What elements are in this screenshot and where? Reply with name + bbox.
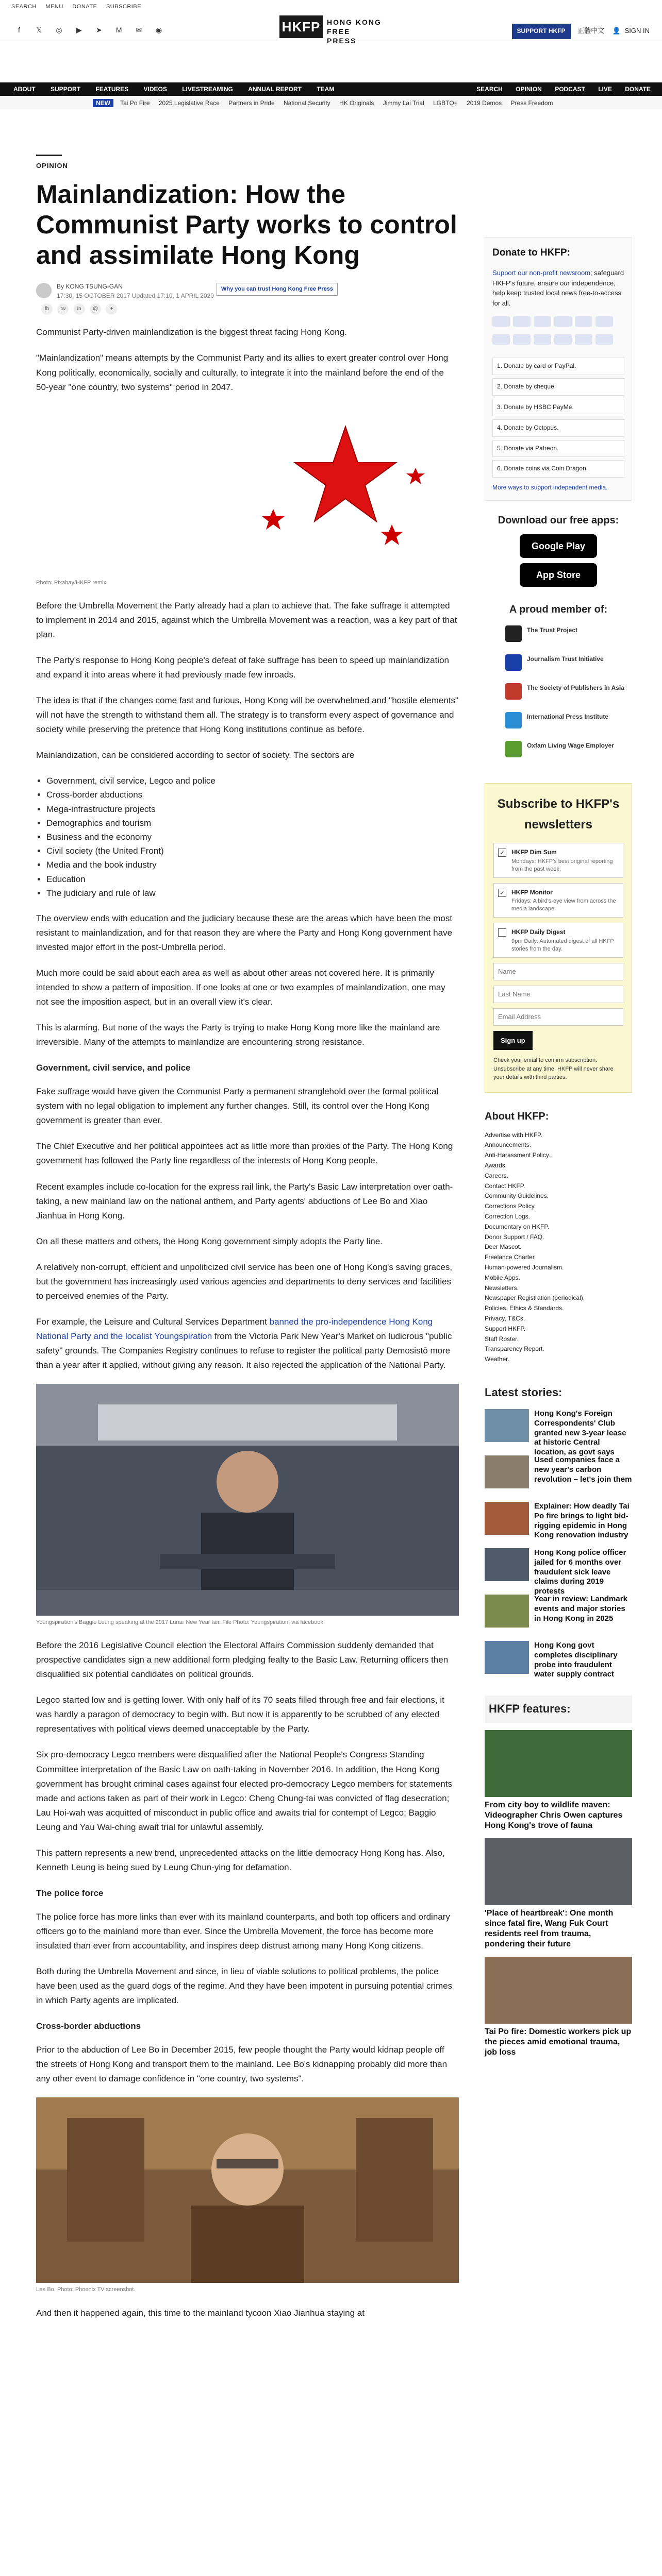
email-input[interactable] <box>493 1008 623 1026</box>
hot-topic[interactable]: Tai Po Fire <box>120 99 150 107</box>
article-image <box>36 1384 459 1616</box>
about-link[interactable]: Correction Logs. <box>485 1212 531 1220</box>
list-item: • The judiciary and rule of law <box>46 886 459 900</box>
partner-logo[interactable] <box>505 652 632 676</box>
linkedin-share-icon[interactable]: in <box>74 303 85 315</box>
newsletter-desc: Mondays: HKFP's best original reporting from the past week. <box>511 858 613 872</box>
latest-story[interactable] <box>485 1502 632 1541</box>
paragraph: The police force has more links than ever with its mainland counterparts, and both top officers and ordinary officers go to the mainland more than ever. Since the Umbrella Movement, the force has become more insulated than ever from accountability, and inspires deep distrust among many Hong Kong citizens. <box>36 1911 450 1951</box>
story-title[interactable]: Explainer: How deadly Tai Po fire brings to light bid-rigging epidemic in Hong Kong renovation industry <box>534 1502 630 1540</box>
story-thumbnail[interactable] <box>485 1455 529 1488</box>
about-title: About HKFP: <box>485 1110 549 1122</box>
about-link[interactable]: Weather. <box>485 1355 509 1363</box>
story-thumbnail[interactable] <box>485 1548 529 1581</box>
jti-icon <box>505 654 522 671</box>
list-item: • Media and the book industry <box>46 858 459 872</box>
payment-icons <box>492 316 624 352</box>
sector-list <box>46 774 459 900</box>
latest-story[interactable] <box>485 1455 632 1495</box>
about-link[interactable]: Awards. <box>485 1161 507 1169</box>
story-title[interactable]: Year in review: Landmark events and major stories in Hong Kong in 2025 <box>534 1595 627 1623</box>
section-heading: Cross-border abductions <box>36 2021 141 2031</box>
language-link[interactable]: 正體中文 <box>577 27 605 35</box>
member-section <box>485 601 632 762</box>
hero-illustration <box>36 406 459 576</box>
list-item: • Mega-infrastructure projects <box>46 802 459 816</box>
story-thumbnail[interactable] <box>485 1409 529 1442</box>
image-caption: Lee Bo. Photo: Phoenix TV screenshot. <box>36 2286 136 2293</box>
nav-right <box>476 82 662 96</box>
nav-item-live[interactable]: LIVE <box>598 86 612 93</box>
about-link[interactable]: Advertise with HKFP. <box>485 1131 542 1139</box>
list-item: • Civil society (the United Front) <box>46 844 459 858</box>
google-play-button[interactable]: Google Play <box>520 534 597 558</box>
section-rule <box>36 155 62 156</box>
hot-topic[interactable]: 2019 Demos <box>467 99 502 107</box>
paragraph: Legco started low and is getting lower. With only half of its 70 seats filled through free and fair elections, it was hardly a paragon of democracy to begin with. But now it is apparently to be scrubbed of any elected representatives with political views deemed unacceptable by the Party. <box>36 1695 444 1734</box>
youtube-icon[interactable]: ▶ <box>76 26 82 34</box>
twitter-share-icon[interactable]: tw <box>57 303 69 315</box>
paragraph: This is alarming. But none of the ways the Party is trying to make Hong Kong more like the mainland are irreversible. Many of the attempts to mainlandize are encountering strong resistance. <box>36 1023 440 1047</box>
share-icons <box>41 303 120 315</box>
paragraph: The Chief Executive and her political appointees act as little more than proxies of the Party. The Hong Kong government has followed the Party line regardless of the interests of Hong Kong people. <box>36 1141 453 1166</box>
paragraph: Recent examples include co-location for the express rail link, the Party's Basic Law interpretation over oath-taking, a new mainland law on the national anthem, and Party agents' abductions of Lee Bo and Xiao Jianhua in Hong Kong. <box>36 1181 453 1221</box>
about-link[interactable]: Human-powered Journalism. <box>485 1263 564 1271</box>
paragraph: And then it happened again, this time to the mainland tycoon Xiao Jianhua staying at <box>36 2308 365 2318</box>
payme-icon <box>513 334 531 345</box>
checkbox-icon[interactable] <box>498 928 506 937</box>
about-link[interactable]: Newspaper Registration (periodical). <box>485 1294 585 1302</box>
paragraph: Both during the Umbrella Movement and since, in lieu of viable solutions to political problems, the police have been used as the guard dogs of the regime. And they have been impotent in pursuing potential crimes in which Party agents are implicated. <box>36 1967 453 2006</box>
speaker-photo <box>36 1384 459 1616</box>
about-link[interactable]: Privacy, T&Cs. <box>485 1314 525 1322</box>
signin-link[interactable]: SIGN IN <box>624 27 650 35</box>
nav-item-features[interactable]: FEATURES <box>95 86 129 93</box>
features-section <box>485 1696 632 2057</box>
newsletter-box <box>485 783 632 1093</box>
story-thumbnail[interactable] <box>485 1502 529 1535</box>
text-run: For example, the Leisure and Cultural Services Department <box>36 1316 270 1327</box>
feature-title[interactable]: 'Place of heartbreak': One month since fatal fire, Wang Fuk Court residents reel from trauma, pondering their future <box>485 1908 614 1948</box>
donate-link[interactable]: Support our non-profit newsroom <box>492 269 591 277</box>
facebook-share-icon[interactable]: fb <box>41 303 53 315</box>
logo-words <box>327 18 383 45</box>
about-link[interactable]: Corrections Policy. <box>485 1202 536 1210</box>
section-heading: The police force <box>36 1888 104 1898</box>
main-nav <box>0 82 662 96</box>
partner-logo[interactable] <box>505 739 632 762</box>
newsletter-option[interactable] <box>493 923 623 957</box>
logo-line-1: HONG KONG <box>327 18 382 26</box>
text-run: from the Victoria Park New Year's Market on ludicrous "public safety" grounds. The Companies Registry continues to refuse to register the political party Demosistō more than a year after it applied, without giving any reason. It also rejected the application of the National Party. <box>36 1331 452 1370</box>
hot-topics-bar <box>0 97 662 109</box>
top-links <box>11 2 148 11</box>
list-item: • Cross-border abductions <box>46 788 459 802</box>
visa-icon <box>513 316 531 327</box>
about-link[interactable]: Announcements. <box>485 1141 532 1149</box>
story-title[interactable]: Hong Kong's Foreign Correspondents' Club granted new 3-year lease at historic Central location, as govt says <box>534 1409 626 1457</box>
paragraph: Much more could be said about each area as well as about other areas not covered here. It is primarily intended to show a pattern of imposition. If one looks at one or two examples of mainlandization, one may not see the imposition aspect, but in an overall view it's clear. <box>36 968 445 1007</box>
logo-mark: HKFP <box>279 15 323 38</box>
author-avatar[interactable] <box>36 283 52 298</box>
checkbox-checked-icon[interactable]: ✓ <box>498 889 506 897</box>
paragraph: The Party's response to Hong Kong people's defeat of fake suffrage has been to speed up mainlandization and expand it into areas where it had previously made few inroads. <box>36 655 449 680</box>
oxfam-icon <box>505 741 522 757</box>
latest-story[interactable] <box>485 1548 632 1596</box>
coin-icon <box>595 334 613 345</box>
paragraph: This pattern represents a new trend, unprecedented attacks on the little democracy Hong Kong has. Also, Kenneth Leung is being sued by Leung Chun-ying for defamation. <box>36 1848 445 1872</box>
paragraph: Mainlandization, can be considered according to sector of society. The sectors are <box>36 750 355 760</box>
feature-story[interactable] <box>485 1838 632 1950</box>
feature-story[interactable] <box>485 1957 632 2058</box>
rss-icon[interactable]: ◉ <box>156 26 162 34</box>
newsletter-desc: Fridays: A bird's-eye view from across the media landscape. <box>511 898 616 912</box>
patreon-icon <box>534 334 551 345</box>
ipi-icon <box>505 712 522 728</box>
paragraph: Before the 2016 Legislative Council election the Electoral Affairs Commission suddenly demanded that prospective candidates sign a new additional form pledging fealty to the Basic Law. Returning officers then disqualified six potential candidates on political grounds. <box>36 1640 449 1680</box>
about-link[interactable]: Deer Mascot. <box>485 1243 522 1251</box>
apps-section <box>485 512 632 587</box>
twitter-icon[interactable]: 𝕏 <box>36 26 42 34</box>
newsletter-name: HKFP Daily Digest <box>511 928 566 936</box>
cheque-icon <box>575 334 592 345</box>
byline <box>36 282 459 312</box>
user-icon[interactable]: 👤 <box>612 27 621 35</box>
feature-story[interactable] <box>485 1730 632 1831</box>
paragraph: On all these matters and others, the Hong Kong government simply adopts the Party line. <box>36 1236 383 1246</box>
about-list <box>485 1130 632 1365</box>
about-link[interactable]: Donor Support / FAQ. <box>485 1233 544 1241</box>
newsletter-option[interactable] <box>493 883 623 918</box>
inline-link[interactable]: banned the pro-independence Hong Kong National Party and the localist Youngspiration <box>36 1316 433 1341</box>
author-name[interactable]: By KONG TSUNG-GAN <box>57 283 123 291</box>
donate-option[interactable]: 2. Donate by cheque. <box>492 378 624 396</box>
more-ways-link[interactable]: More ways to support independent media. <box>492 484 608 492</box>
latest-section <box>485 1383 632 1680</box>
latest-story[interactable] <box>485 1409 632 1457</box>
telegram-icon[interactable]: ➤ <box>96 26 102 34</box>
story-title[interactable]: Hong Kong govt completes disciplinary probe into fraudulent water supply contract <box>534 1641 618 1679</box>
feature-image[interactable] <box>485 1957 632 2024</box>
social-icons <box>13 23 171 37</box>
medium-icon[interactable]: M <box>115 26 122 34</box>
nav-item-podcast[interactable]: PODCAST <box>555 86 585 93</box>
octopus-icon <box>492 334 510 345</box>
donate-link[interactable]: DONATE <box>72 4 97 10</box>
feature-image[interactable] <box>485 1838 632 1905</box>
sidebar <box>485 237 632 2065</box>
amex-icon <box>534 316 551 327</box>
email-share-icon[interactable]: @ <box>90 303 101 315</box>
hot-topic[interactable]: Press Freedom <box>510 99 553 107</box>
about-link[interactable]: Staff Roster. <box>485 1335 519 1343</box>
about-link[interactable]: Mobile Apps. <box>485 1274 520 1281</box>
menu-link[interactable]: MENU <box>45 4 63 10</box>
donate-text <box>492 268 624 308</box>
story-thumbnail[interactable] <box>485 1641 529 1674</box>
nav-item-annual-report[interactable]: ANNUAL REPORT <box>248 86 302 93</box>
feature-image[interactable] <box>485 1730 632 1797</box>
list-item: • Business and the economy <box>46 830 459 844</box>
checkbox-checked-icon[interactable]: ✓ <box>498 849 506 857</box>
about-link[interactable]: Policies, Ethics & Standards. <box>485 1304 564 1312</box>
donate-options <box>492 358 624 478</box>
about-section <box>485 1108 632 1365</box>
hot-topic[interactable]: Jimmy Lai Trial <box>383 99 424 107</box>
latest-story[interactable] <box>485 1595 632 1634</box>
partner-logo[interactable] <box>505 710 632 734</box>
paragraph: Fake suffrage would have given the Communist Party a permanent stranglehold over the formal political system with no legal obligation to implement any further changes. Still, its control over the Hong Kong government is greater than ever. <box>36 1087 439 1126</box>
section-heading: Government, civil service, and police <box>36 1063 191 1073</box>
donate-option[interactable]: 1. Donate by card or PayPal. <box>492 358 624 375</box>
nav-item-videos[interactable]: VIDEOS <box>143 86 167 93</box>
hot-topic[interactable]: Partners in Pride <box>228 99 275 107</box>
logo-line-2: FREE PRESS <box>327 27 357 45</box>
member-title: A proud member of: <box>509 604 608 616</box>
list-item: • Demographics and tourism <box>46 816 459 830</box>
hero-image <box>36 406 459 576</box>
newsletter-title: Subscribe to HKFP's newsletters <box>497 797 620 832</box>
hot-topic[interactable]: LGBTQ+ <box>433 99 458 107</box>
hot-topic[interactable]: National Security <box>283 99 330 107</box>
story-title[interactable]: Hong Kong police officer jailed for 6 months over fraudulent sick leave claims during 2019 protests <box>534 1548 626 1596</box>
partner-logo[interactable] <box>505 681 632 705</box>
about-link[interactable]: Support HKFP. <box>485 1325 526 1332</box>
paragraph: Prior to the abduction of Lee Bo in December 2015, few people thought the Party would kidnap people off the streets of Hong Kong and transport them to the mainland. Lee Bo's kidnapping probably did more than any other event to damage confidence in "one country, two systems". <box>36 2045 448 2084</box>
paragraph: The overview ends with education and the judiciary because these are the areas which have been the most resistant to mainlandization, and for that reason they are where the Party and Hong Kong government have invested major effort in the post-Umbrella period. <box>36 913 453 952</box>
donate-card <box>485 237 632 501</box>
subscribe-link[interactable]: SUBSCRIBE <box>106 4 142 10</box>
story-title[interactable]: Used companies face a new year's carbon revolution – let's join them <box>534 1455 632 1484</box>
nav-item-about[interactable]: ABOUT <box>13 86 36 93</box>
instagram-icon[interactable]: ◎ <box>56 26 62 34</box>
paragraph: Six pro-democracy Legco members were disqualified after the National People's Congress Standing Committee interpretation of the Basic Law on oath-taking in November 2016. In addition, the Hong Kong government has brought criminal cases against four elected pro-democracy Legco members for statements made and actions taken as part of their work in Legco: Cheng Chung-tai was convicted of flag desecration; Lau Hoi-wah was acquitted of misconduct in public office and awaits trial for contempt of Legco; Baggio Leung and Yau Wai-ching await trial for unlawful assembly. <box>36 1750 452 1832</box>
publish-dates: 17:30, 15 OCTOBER 2017 Updated 17:10, 1 APRIL 2020 <box>57 292 214 300</box>
last-name-input[interactable] <box>493 986 623 1003</box>
article <box>36 155 459 2332</box>
donate-option[interactable]: 5. Donate via Patreon. <box>492 440 624 457</box>
latest-title: Latest stories: <box>485 1385 562 1399</box>
image-caption: Photo: Pixabay/HKFP remix. <box>36 579 108 586</box>
paragraph: "Mainlandization" means attempts by the Communist Party and its allies to exert greater control over Hong Kong politically, economically, socially and culturally, to integrate it into the mainland before the end of the 50-year "one country, two systems" period in 2047. <box>36 353 449 392</box>
newsletter-name: HKFP Monitor <box>511 888 553 896</box>
sopa-icon <box>505 683 522 700</box>
donate-text-run: ; safeguard HKFP's future, ensure our independence, help keep trusted local news free-to-access for all. <box>492 269 624 307</box>
hot-topic[interactable]: HK Originals <box>339 99 374 107</box>
partner-name: The Trust Project <box>527 626 578 634</box>
googlepay-icon <box>595 316 613 327</box>
top-bar <box>0 0 662 45</box>
article-lead: Communist Party-driven mainlandization is the biggest threat facing Hong Kong. <box>36 327 347 337</box>
nav-item-team[interactable]: TEAM <box>317 86 335 93</box>
paypal-icon <box>554 316 572 327</box>
partner-name: The Society of Publishers in Asia <box>527 684 624 692</box>
apps-title: Download our free apps: <box>498 515 619 527</box>
article-title: Mainlandization: How the Communist Party works to control and assimilate Hong Kong <box>36 180 457 270</box>
newsletter-name: HKFP Dim Sum <box>511 849 557 856</box>
support-button[interactable]: SUPPORT HKFP <box>512 24 571 39</box>
image-caption: Youngspiration's Baggio Leung speaking at the 2017 Lunar New Year fair. File Photo: Youngspiration, via facebook. <box>36 1619 325 1626</box>
site-logo[interactable] <box>279 15 383 45</box>
newsletter-option[interactable] <box>493 843 623 877</box>
about-link[interactable]: Careers. <box>485 1172 509 1179</box>
trust-link[interactable]: Why you can trust Hong Kong Free Press <box>217 283 338 295</box>
more-share-icon[interactable]: + <box>106 303 117 315</box>
applepay-icon <box>575 316 592 327</box>
top-right <box>512 24 650 39</box>
about-link[interactable]: Anti-Harassment Policy. <box>485 1151 551 1159</box>
article-image <box>36 2097 459 2283</box>
nav-item-donate[interactable]: DONATE <box>625 86 651 93</box>
list-item: • Education <box>46 872 459 886</box>
donate-option[interactable]: 3. Donate by HSBC PayMe. <box>492 399 624 416</box>
newsletter-desc: 9pm Daily: Automated digest of all HKFP stories from the day. <box>511 938 614 952</box>
about-link[interactable]: Transparency Report. <box>485 1345 544 1353</box>
nav-item-opinion[interactable]: OPINION <box>516 86 542 93</box>
feature-title[interactable]: Tai Po fire: Domestic workers pick up the pieces amid emotional trauma, job loss <box>485 2027 632 2057</box>
fps-icon <box>554 334 572 345</box>
latest-story[interactable] <box>485 1641 632 1680</box>
donate-option[interactable]: 6. Donate coins via Coin Dragon. <box>492 460 624 478</box>
portrait-photo <box>36 2097 459 2283</box>
article-kicker[interactable]: OPINION <box>36 162 68 170</box>
newsletter-note: Check your email to confirm subscription. Unsubscribe at any time. HKFP will never share your details with third parties. <box>493 1057 614 1081</box>
search-link[interactable]: SEARCH <box>11 4 37 10</box>
nav-item-search[interactable]: SEARCH <box>476 86 503 93</box>
donate-title: Donate to HKFP: <box>492 247 570 258</box>
about-link[interactable]: Contact HKFP. <box>485 1182 525 1190</box>
mastercard-icon <box>492 316 510 327</box>
signup-button[interactable]: Sign up <box>493 1031 533 1050</box>
paragraph: Before the Umbrella Movement the Party already had a plan to achieve that. The fake suffrage it attempted to implement in 2014 and 2015, against which the Umbrella Movement was a reaction, was a key part of that plan. <box>36 600 457 639</box>
mail-icon[interactable]: ✉ <box>136 26 142 34</box>
about-link[interactable]: Newsletters. <box>485 1284 519 1292</box>
features-title: HKFP features: <box>485 1696 632 1722</box>
partner-name: Oxfam Living Wage Employer <box>527 742 614 750</box>
facebook-icon[interactable]: f <box>18 26 20 34</box>
about-link[interactable]: Freelance Charter. <box>485 1253 536 1261</box>
paragraph <box>36 1315 459 1372</box>
about-link[interactable]: Documentary on HKFP. <box>485 1223 550 1230</box>
donate-option[interactable]: 4. Donate by Octopus. <box>492 419 624 437</box>
partner-logo[interactable] <box>505 623 632 647</box>
story-thumbnail[interactable] <box>485 1595 529 1628</box>
trust-project-icon <box>505 625 522 642</box>
partner-name: International Press Institute <box>527 713 609 721</box>
paragraph: A relatively non-corrupt, efficient and unpoliticized civil service has been one of Hong Kong's saving graces, but the government has increasingly used various agencies and departments to deny services and facilities to perceived enemies of the Party. <box>36 1262 453 1301</box>
about-link[interactable]: Community Guidelines. <box>485 1192 549 1200</box>
first-name-input[interactable] <box>493 963 623 980</box>
nav-item-livestreaming[interactable]: LIVESTREAMING <box>182 86 233 93</box>
app-store-button[interactable]: App Store <box>520 563 597 587</box>
hot-topic[interactable]: 2025 Legislative Race <box>158 99 220 107</box>
feature-title[interactable]: From city boy to wildlife maven: Videographer Chris Owen captures Hong Kong's trove of fauna <box>485 1800 623 1830</box>
new-badge: NEW <box>93 99 113 107</box>
partner-name: Journalism Trust Initiative <box>527 655 604 663</box>
nav-item-support[interactable]: SUPPORT <box>51 86 81 93</box>
paragraph: The idea is that if the changes come fast and furious, Hong Kong will be overwhelmed and "hostile elements" will not have the strength to withstand them all. The strategy is to transform every aspect of governance and society while preserving the pretence that Hong Kong institutions continue as before. <box>36 696 459 735</box>
list-item: • Government, civil service, Legco and police <box>46 774 459 788</box>
